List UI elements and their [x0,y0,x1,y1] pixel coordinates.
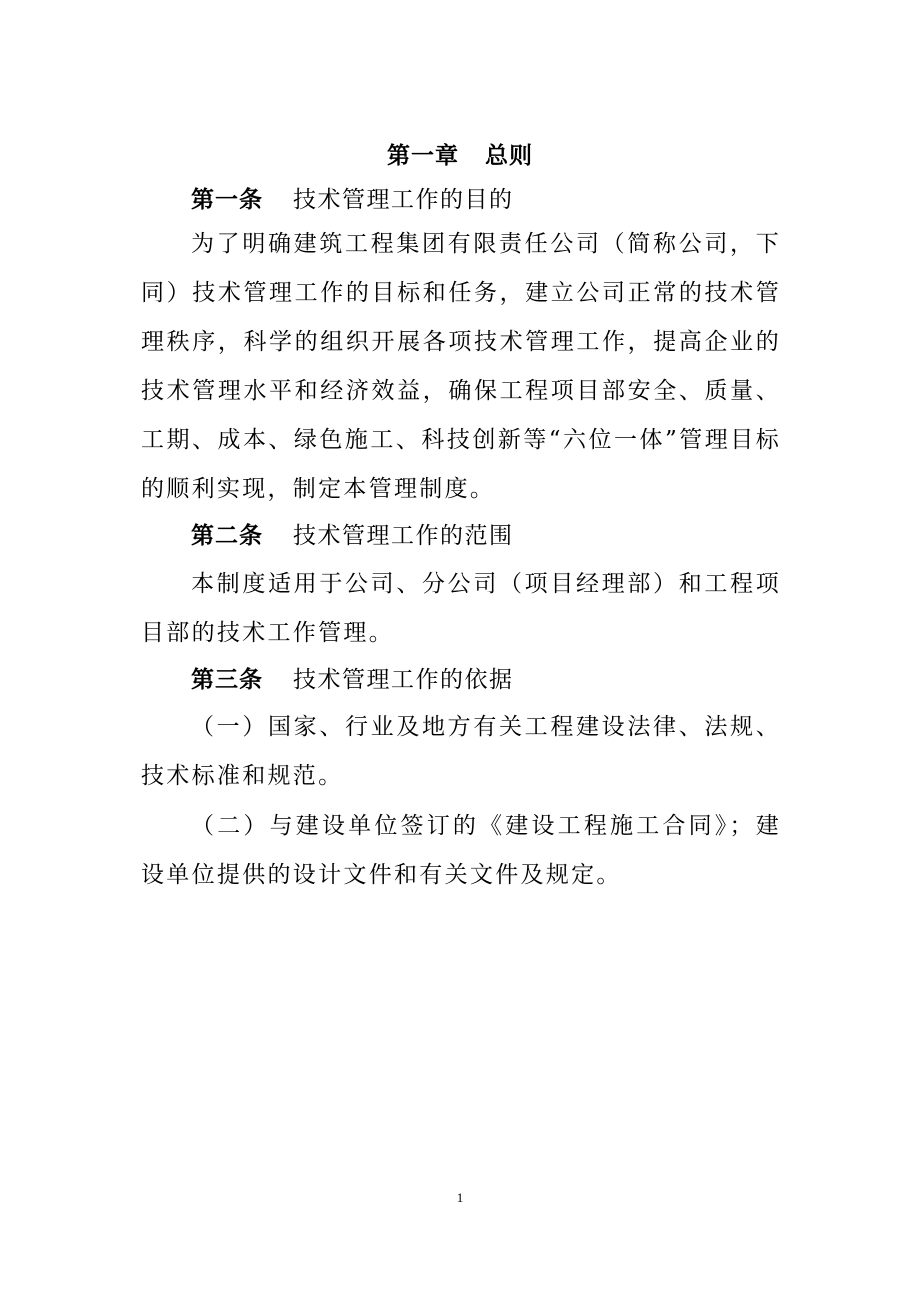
article-3-item-2: （二）与建设单位签订的《建设工程施工合同》；建设单位提供的设计文件和有关文件及规定。 [141,813,781,888]
article-1-title: 技术管理工作的目的 [293,187,514,213]
article-2-number: 第二条 [191,523,263,549]
article-3-number: 第三条 [191,667,263,693]
chapter-number: 第一章 [387,143,459,169]
chapter-title [0,136,920,176]
article-3-heading [191,660,514,700]
article-1-heading [191,180,514,220]
page-number: 1 [456,1190,464,1205]
article-2-paragraph: 本制度适用于公司、分公司（项目经理部）和工程项目部的技术工作管理。 [141,571,781,646]
article-1-paragraph: 为了明确建筑工程集团有限责任公司（简称公司，下同）技术管理工作的目标和任务，建立公司正常的技术管理秩序，科学的组织开展各项技术管理工作，提高企业的技术管理水平和经济效益，确保工程项目部安全、质量、工期、成本、绿色施工、科技创新等“六位一体”管理目标的顺利实现，制定本管理制度。 [141,231,781,502]
chapter-name: 总则 [485,143,533,169]
article-3-item-1: （一）国家、行业及地方有关工程建设法律、法规、技术标准和规范。 [141,714,781,789]
article-2-heading [191,516,514,556]
article-1-number: 第一条 [191,187,263,213]
article-2-title: 技术管理工作的范围 [293,523,514,549]
article-3-title: 技术管理工作的依据 [293,667,514,693]
